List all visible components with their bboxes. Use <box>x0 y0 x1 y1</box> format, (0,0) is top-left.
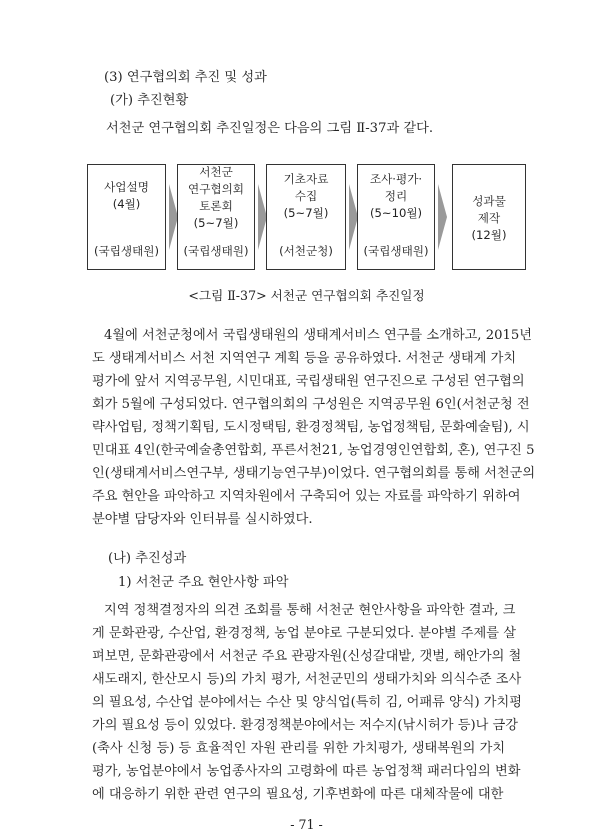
flow-step-1 <box>87 164 166 270</box>
flow-step-3-line-1: 기초자료 <box>283 172 329 186</box>
paragraph-line: 략사업팀, 정책기획팀, 도시정택팀, 환경정책팀, 농업정책팀, 문화예술팀), 시 <box>92 420 530 435</box>
flow-step-4-org: (국립생태원) <box>363 244 429 258</box>
page-number: - 71 - <box>290 817 323 832</box>
paragraph-line: 지역 정책결정자의 의견 조회를 통해 서천군 현안사항을 파악한 결과, 크 <box>104 603 516 618</box>
flow-step-4-line-1: 조사·평가· <box>369 172 423 186</box>
section-subheading: (가) 추진현황 <box>110 93 189 108</box>
paragraph-line: 가의 필요성 등이 있었다. 환경정책분야에서는 저수지(낚시허가 등)나 금강 <box>92 718 518 733</box>
flow-step-2 <box>177 164 255 270</box>
paragraph-line: 분야별 담당자와 인터뷰를 실시하였다. <box>92 512 313 527</box>
paragraph-line: 새도래지, 한산모시 등)의 가치 평가, 서천군민의 생태가치와 의식수준 조사 <box>92 672 522 687</box>
section-heading: (3) 연구협의회 추진 및 성과 <box>104 70 267 85</box>
flow-step-2-line-4: (5~7월) <box>193 216 239 230</box>
flow-step-3 <box>266 164 346 270</box>
paragraph-line: 회가 5월에 구성되었다. 연구협의회의 구성원은 지역공무원 6인(서천군청 전 <box>92 397 530 412</box>
flow-step-5-line-2: 제작 <box>477 211 501 225</box>
flow-step-2-line-2: 연구협의회 <box>188 182 244 196</box>
paragraph-line: 인(생태계서비스연구부, 생태기능연구부)이었다. 연구협의회를 통해 서천군의 <box>92 466 536 481</box>
paragraph-line: 주요 현안을 파악하고 지역차원에서 구축되어 있는 자료를 파악하기 위하여 <box>92 489 521 504</box>
paragraph-line: 펴보면, 문화관광에서 서천군 주요 관광자원(신성갈대밭, 갯벌, 해안가의 철 <box>92 649 522 664</box>
paragraph-line: 도 생태계서비스 서천 지역연구 계획 등을 공유하였다. 서천군 생태계 가치 <box>92 351 517 366</box>
flow-step-5-line-3: (12월) <box>471 228 507 242</box>
flow-step-4 <box>357 164 435 270</box>
flow-step-4-line-2: 정리 <box>384 189 408 203</box>
paragraph-line: (축사 신청 등) 등 효율적인 자원 관리를 위한 가치평가, 생태복원의 가치 <box>92 741 506 756</box>
section2-subheading: 1) 서천군 주요 현안사항 파악 <box>118 575 289 590</box>
flow-step-2-org: (국립생태원) <box>183 244 249 258</box>
paragraph-line: 에 대응하기 위한 관련 연구의 필요성, 기후변화에 따른 대체작물에 대한 <box>92 787 504 802</box>
flow-step-4-line-3: (5~10월) <box>369 206 423 220</box>
figure-caption: <그림 Ⅱ-37> 서천군 연구협의회 추진일정 <box>188 288 425 303</box>
flow-step-3-line-2: 수집 <box>294 189 318 203</box>
paragraph-line: 평가, 농업분야에서 농업종사자의 고령화에 따른 농업정책 패러다임의 변화 <box>92 764 521 779</box>
flow-step-1-line-1: 사업설명 <box>104 180 149 194</box>
paragraph-line: 의 필요성, 수산업 분야에서는 수산 및 양식업(특히 김, 어패류 양식) 가치평 <box>92 695 523 710</box>
paragraph-line: 평가에 앞서 지역공무원, 시민대표, 국립생태원 연구진으로 구성된 연구협의 <box>92 374 525 389</box>
flow-arrow-4 <box>438 184 447 250</box>
flow-step-1-line-2: (4월) <box>112 197 141 211</box>
flow-step-2-line-1: 서천군 <box>199 165 233 179</box>
intro-text: 서천군 연구협의회 추진일정은 다음의 그림 Ⅱ-37과 같다. <box>106 121 434 136</box>
flow-step-3-org: (서천군청) <box>279 244 333 258</box>
section2-heading: (나) 추진성과 <box>108 551 187 566</box>
flow-step-5-line-1: 성과물 <box>472 194 506 208</box>
flow-step-5 <box>452 164 526 270</box>
flow-step-3-line-3: (5~7월) <box>283 206 329 220</box>
paragraph-line: 민대표 4인(한국예술총연합회, 푸른서천21, 농업경영인연합회, 혼), 연구진 5 <box>92 443 535 458</box>
flow-step-1-org: (국립생태원) <box>93 244 160 258</box>
paragraph-line: 게 문화관광, 수산업, 환경정책, 농업 분야로 구분되었다. 분야별 주제를 살 <box>92 626 516 641</box>
paragraph-line: 4월에 서천군청에서 국립생태원의 생태계서비스 연구를 소개하고, 2015년 <box>104 328 532 343</box>
flow-step-2-line-3: 토론회 <box>199 199 233 213</box>
